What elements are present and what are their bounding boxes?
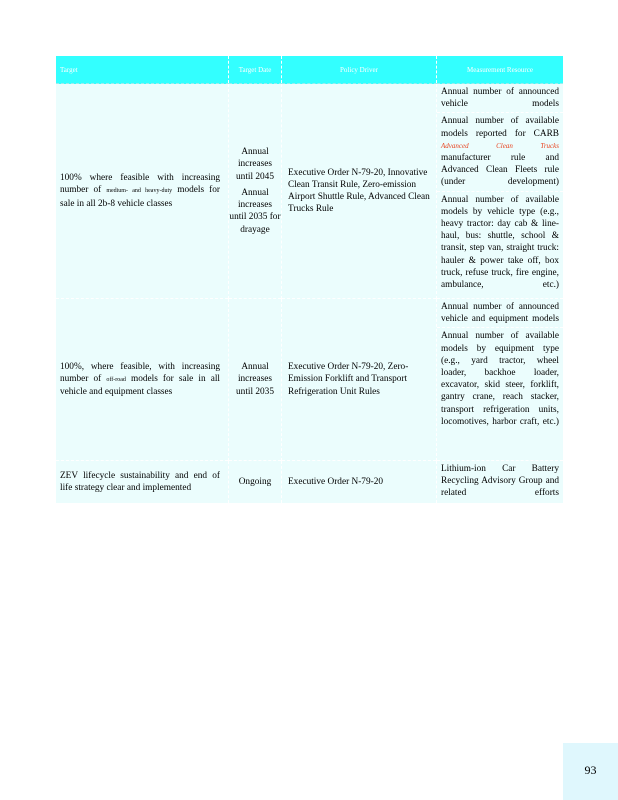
measurement-item: Annual number of announced vehicle and equipment models <box>441 302 559 325</box>
measurement-cell <box>437 84 564 299</box>
target-date-cell: Annual increases until 2045 Annual increases until 2035 for drayage <box>229 84 282 299</box>
header-policy-driver: Policy Driver <box>282 56 437 84</box>
table-header-row <box>56 56 563 84</box>
measurement-item: Annual number of announced vehicle models <box>441 87 559 110</box>
measurement-cell <box>437 299 564 461</box>
header-target-date: Target Date <box>229 56 282 84</box>
target-cell: 100% where feasible with increasing number of medium- and heavy-duty models for sale in all 2b-8 vehicle classes <box>56 84 229 299</box>
target-date-cell: Annual increases until 2035 <box>229 299 282 461</box>
vehicle-class-term: off-road <box>106 376 126 383</box>
policy-driver-cell: Executive Order N-79-20, Innovative Clean Transit Rule, Zero-emission Airport Shuttle Rule, Advanced Clean Trucks Rule <box>282 84 437 299</box>
measurement-item: Annual number of available models by vehicle type (e.g., heavy tractor: day cab & line-haul, bus: shuttle, school & transit, step van, straight truck: hauler & power take off, box truck, refuse truck, fire engine, ambulance, etc.) <box>437 191 563 294</box>
header-measurement-resource: Measurement Resource <box>437 56 564 84</box>
measurement-item: Annual number of available models by equipment type (e.g., yard tractor, wheel loader, backhoe loader, excavator, skid steer, forklift, gantry crane, reach stacker, transport refrigeration units, locomotives, harbor craft, etc.) <box>437 327 563 430</box>
measurement-cell <box>437 461 564 503</box>
table-row <box>56 299 563 461</box>
table-row <box>56 461 563 503</box>
table-row <box>56 84 563 299</box>
page-number-box <box>563 743 618 800</box>
measurement-item: Lithium-ion Car Battery Recycling Advisory Group and related efforts <box>441 464 559 499</box>
advanced-clean-trucks-highlight: Advanced Clean Trucks <box>441 141 559 150</box>
header-target: Target <box>56 56 229 84</box>
vehicle-class-term: medium- and heavy-duty <box>106 188 173 195</box>
target-date-cell: Ongoing <box>229 461 282 503</box>
policy-driver-cell: Executive Order N-79-20 <box>282 461 437 503</box>
target-cell: 100%, where feasible, with increasing number of off-road models for sale in all vehicle and equipment classes <box>56 299 229 461</box>
policy-driver-cell: Executive Order N-79-20, Zero-Emission Forklift and Transport Refrigeration Unit Rules <box>282 299 437 461</box>
zev-targets-table <box>56 56 563 503</box>
measurement-item: Annual number of available models reported for CARB Advanced Clean Trucks manufacturer rule and Advanced Clean Fleets rule (under development) <box>437 112 563 190</box>
target-cell: ZEV lifecycle sustainability and end of life strategy clear and implemented <box>56 461 229 503</box>
page-number: 93 <box>584 763 597 777</box>
